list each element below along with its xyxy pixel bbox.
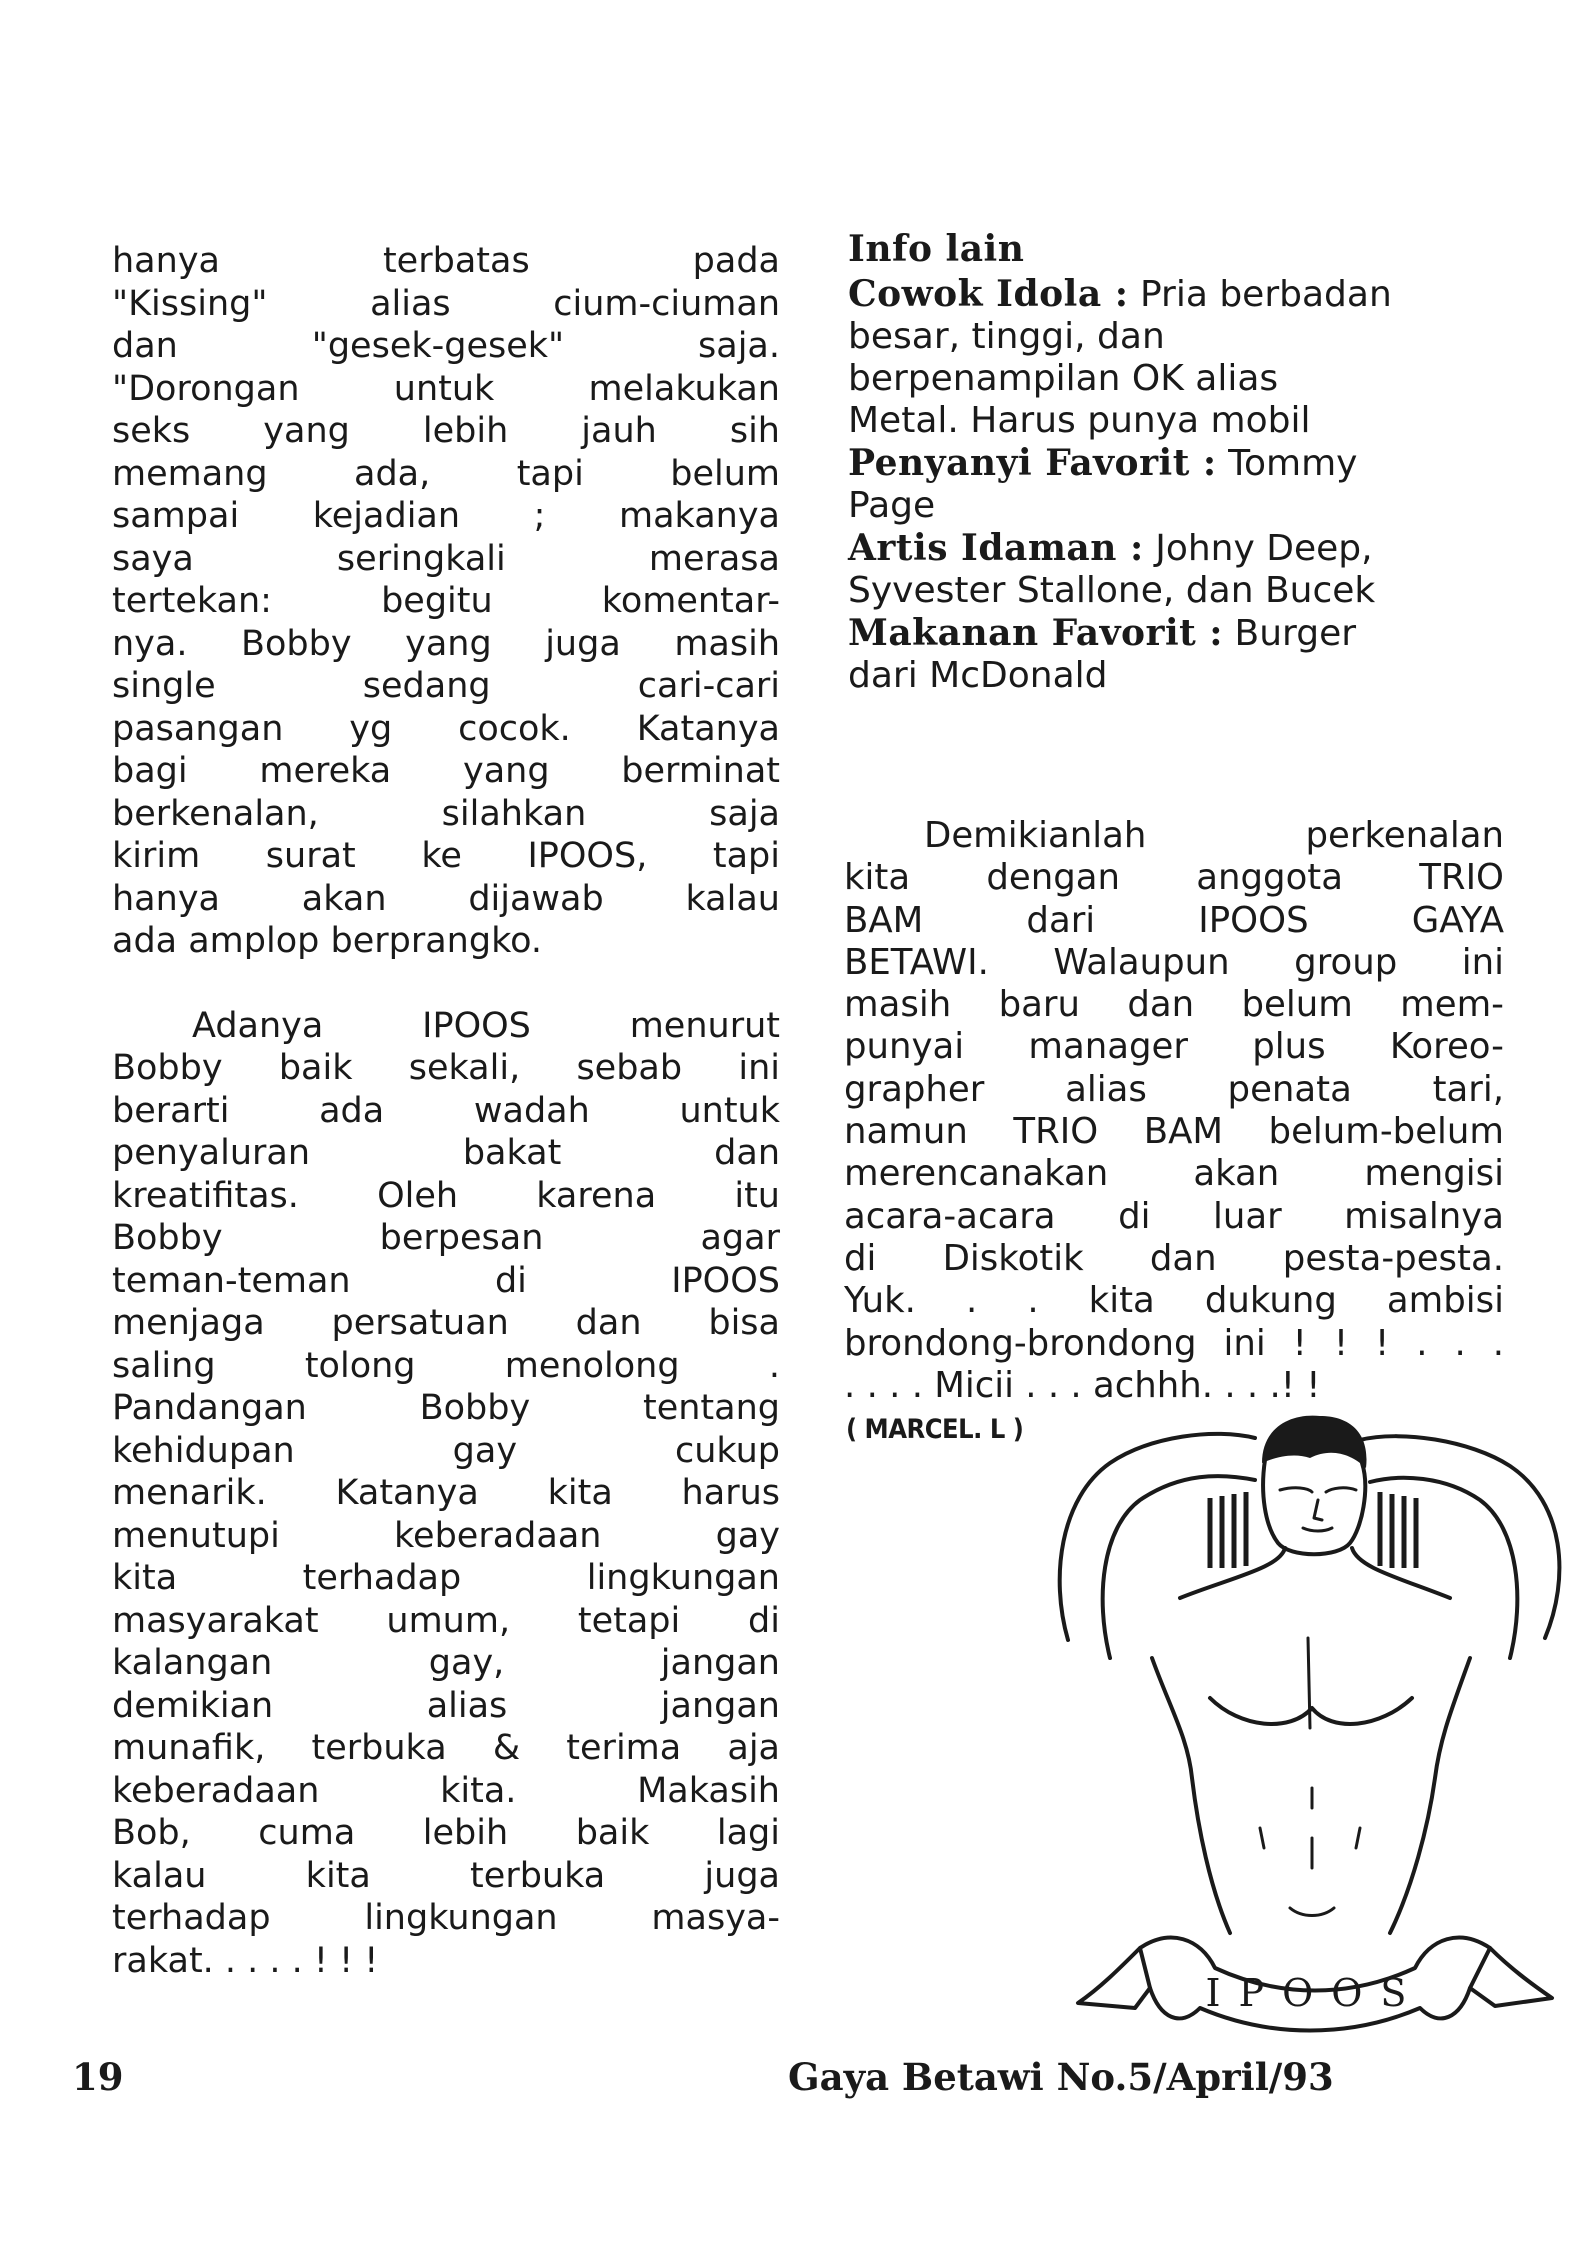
- text-line: . . . . Micii . . . achhh. . . .! !: [844, 1364, 1321, 1406]
- text-line: Pandangan Bobby tentang: [112, 1388, 780, 1428]
- text-line: kehidupan gay cukup: [112, 1430, 780, 1471]
- abs: [1260, 1828, 1360, 1916]
- text-line: single sedang cari-cari: [112, 666, 780, 706]
- text-line: merencanakan akan mengisi: [844, 1153, 1504, 1195]
- text-line: saya seringkali merasa: [112, 538, 780, 579]
- text-line: terhadap lingkungan masya-: [112, 1898, 780, 1938]
- torso-left: [1152, 1658, 1230, 1933]
- text-line: Bobby berpesan agar: [112, 1218, 780, 1258]
- text-line: sampai kejadian ; makanya: [112, 496, 780, 536]
- info-title: [848, 228, 1498, 271]
- penyanyi-favorit-value-1: Tommy: [1216, 443, 1358, 484]
- text-line: ada amplop berprangko.: [112, 921, 543, 961]
- artis-idaman-label: Artis Idaman :: [848, 527, 1144, 569]
- mouth: [1303, 1528, 1332, 1531]
- penyanyi-favorit-row: [848, 442, 1498, 485]
- paragraph-bobby-intro: [112, 240, 780, 963]
- centerline: [1308, 1638, 1312, 1868]
- text-line: "Dorongan untuk melakukan: [112, 368, 780, 409]
- artis-idaman-row: [848, 527, 1498, 570]
- makanan-favorit-label: Makanan Favorit :: [848, 612, 1224, 654]
- text-line: bagi mereka yang berminat: [112, 751, 780, 791]
- text-line: teman-teman di IPOOS: [112, 1260, 780, 1301]
- text-line: kirim surat ke IPOOS, tapi: [112, 836, 780, 876]
- hair: [1262, 1416, 1367, 1468]
- text-line: masyarakat umum, tetapi di: [112, 1600, 780, 1641]
- text-line: seks yang lebih jauh sih: [112, 411, 780, 451]
- cowok-idola-line-4: Metal. Harus punya mobil: [848, 400, 1311, 441]
- penyanyi-favorit-value-2: Page: [848, 485, 936, 526]
- cowok-idola-line-3: berpenampilan OK alias: [848, 358, 1279, 399]
- text-line: tertekan: begitu komentar-: [112, 581, 780, 621]
- text-line: Adanya IPOOS menurut: [192, 1005, 780, 1046]
- text-line: kalau kita terbuka juga: [112, 1855, 780, 1896]
- text-line: menjaga persatuan dan bisa: [112, 1303, 780, 1343]
- text-line: saling tolong menolong .: [112, 1345, 780, 1386]
- text-line: acara-acara di luar misalnya: [844, 1195, 1504, 1237]
- cowok-idola-row: [848, 273, 1498, 316]
- text-line: rakat. . . . . ! ! !: [112, 1940, 379, 1981]
- artis-idaman-value-2: Syvester Stallone, dan Bucek: [848, 570, 1376, 611]
- text-line: kita terhadap lingkungan: [112, 1558, 780, 1598]
- text-line: pasangan yg cocok. Katanya: [112, 708, 780, 749]
- text-line: hanya akan dijawab kalau: [112, 878, 780, 919]
- text-line: kita dengan anggota TRIO: [844, 857, 1504, 899]
- text-line: Bob, cuma lebih baik lagi: [112, 1813, 780, 1853]
- text-line: Bobby baik sekali, sebab ini: [112, 1048, 780, 1088]
- text-line: namun TRIO BAM belum-belum: [844, 1111, 1504, 1153]
- eyebrows: [1280, 1488, 1356, 1492]
- text-line: punyai manager plus Koreo-: [844, 1026, 1504, 1068]
- text-line: kalangan gay, jangan: [112, 1643, 780, 1683]
- cowok-idola-label: Cowok Idola :: [848, 273, 1129, 315]
- author-signature: ( MARCEL. L ): [846, 1414, 1024, 1445]
- page-number: 19: [72, 2055, 124, 2099]
- text-line: masih baru dan belum mem-: [844, 984, 1504, 1026]
- text-line: di Diskotik dan pesta-pesta.: [844, 1237, 1504, 1279]
- text-line: memang ada, tapi belum: [112, 453, 780, 494]
- makanan-favorit-value-2: dari McDonald: [848, 655, 1108, 696]
- makanan-favorit-row: [848, 612, 1498, 655]
- text-line: demikian alias jangan: [112, 1685, 780, 1726]
- paragraph-bobby-ipoos: [112, 1005, 780, 1983]
- nose: [1314, 1500, 1322, 1520]
- left-arm-outline: [1060, 1434, 1255, 1640]
- ipoos-mascot-illustration: [1040, 1408, 1587, 2058]
- banner-text: IPOOS: [1205, 1971, 1425, 2015]
- text-line: BETAWI. Walaupun group ini: [844, 941, 1504, 983]
- info-title-label: Info lain: [848, 228, 1025, 270]
- torso-right: [1390, 1658, 1470, 1933]
- closing-paragraph: [844, 815, 1504, 1407]
- text-line: brondong-brondong ini ! ! ! . . .: [844, 1322, 1504, 1364]
- cowok-idola-value-1: Pria berbadan: [1128, 274, 1392, 315]
- text-line: kreatifitas. Oleh karena itu: [112, 1175, 780, 1216]
- left-column: [112, 240, 780, 1982]
- text-line: Yuk. . . kita dukung ambisi: [844, 1280, 1504, 1322]
- artis-idaman-value-1: Johny Deep,: [1143, 528, 1373, 569]
- text-line: keberadaan kita. Makasih: [112, 1770, 780, 1811]
- penyanyi-favorit-label: Penyanyi Favorit :: [848, 442, 1217, 484]
- issue-label: Gaya Betawi No.5/April/93: [788, 2055, 1334, 2099]
- text-line: "Kissing" alias cium-ciuman: [112, 283, 780, 324]
- text-line: nya. Bobby yang juga masih: [112, 623, 780, 664]
- text-line: menarik. Katanya kita harus: [112, 1473, 780, 1513]
- paragraph-gap: [112, 963, 780, 1005]
- text-line: munafik, terbuka & terima aja: [112, 1728, 780, 1768]
- text-line: berarti ada wadah untuk: [112, 1090, 780, 1131]
- cowok-idola-line-2: besar, tinggi, dan: [848, 316, 1165, 357]
- text-line: BAM dari IPOOS GAYA: [844, 899, 1504, 941]
- text-line: hanya terbatas pada: [112, 241, 780, 281]
- makanan-favorit-value-1: Burger: [1223, 613, 1357, 654]
- text-line: grapher alias penata tari,: [844, 1068, 1504, 1110]
- text-line: dan "gesek-gesek" saja.: [112, 326, 780, 366]
- text-line: penyaluran bakat dan: [112, 1133, 780, 1173]
- text-line: berkenalan, silahkan saja: [112, 793, 780, 834]
- text-line: menutupi keberadaan gay: [112, 1515, 780, 1556]
- text-line: Demikianlah perkenalan: [924, 815, 1504, 856]
- info-box: [848, 228, 1498, 697]
